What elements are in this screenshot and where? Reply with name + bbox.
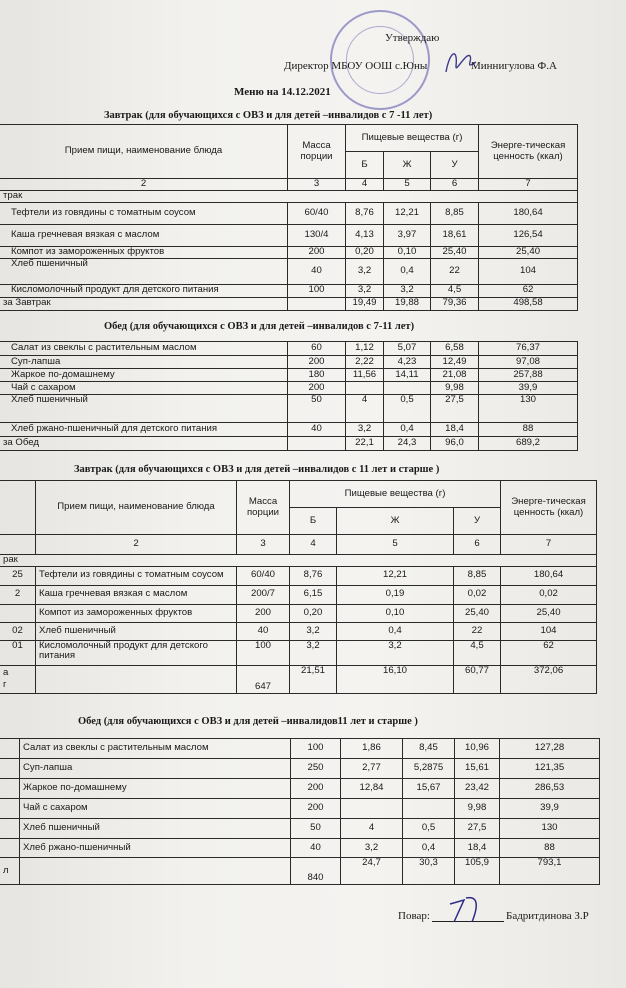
col-number: 6: [431, 179, 479, 191]
dish-name: Хлеб пшеничный: [0, 258, 288, 284]
table-breakfast-7-11: [0, 124, 578, 311]
total-label: л: [0, 858, 20, 885]
recipe-code: 2: [0, 585, 36, 604]
dish-mass: 200: [291, 799, 341, 819]
director-name: Миннигулова Ф.А: [471, 60, 557, 72]
table-row: [0, 356, 578, 369]
dish-mass: 100: [237, 640, 290, 665]
section-title-lunch-7-11: Обед (для обучающихся с ОВЗ и для детей –инвалидов с 7-11 лет): [104, 321, 415, 332]
col-number: 2: [0, 179, 288, 191]
total-energy: 689,2: [479, 437, 578, 451]
dish-energy: 130: [479, 395, 578, 423]
total-carbs: 60,77: [454, 665, 501, 693]
dish-energy: 97,08: [479, 356, 578, 369]
col-meal: Прием пищи, наименование блюда: [0, 125, 288, 179]
dish-name: Компот из замороженных фруктов: [36, 604, 237, 622]
col-number: 4: [290, 535, 337, 555]
table-breakfast-11-plus: [0, 480, 597, 694]
dish-energy: 88: [479, 423, 578, 437]
dish-fat: 5,07: [384, 342, 431, 356]
dish-mass: 60: [288, 342, 346, 356]
total-label-a: а: [3, 667, 9, 679]
dish-fat: 15,67: [403, 779, 455, 799]
col-number: 6: [454, 535, 501, 555]
dish-energy: 76,37: [479, 342, 578, 356]
dish-fat: 0,4: [337, 622, 454, 640]
table-row: [0, 246, 578, 258]
col-number: 3: [237, 535, 290, 555]
dish-energy: 88: [500, 839, 600, 858]
dish-mass: 60/40: [237, 566, 290, 585]
table-row: [0, 779, 600, 799]
dish-name: Суп-лапша: [20, 759, 291, 779]
dish-name: Хлеб пшеничный: [20, 819, 291, 839]
col-number: 3: [288, 179, 346, 191]
col-number: 7: [501, 535, 597, 555]
dish-fat: 3,2: [384, 284, 431, 297]
dish-name: Компот из замороженных фруктов: [0, 246, 288, 258]
dish-protein: 3,2: [346, 258, 384, 284]
dish-energy: 257,88: [479, 369, 578, 382]
col-code: [0, 481, 36, 535]
col-number: 2: [36, 535, 237, 555]
recipe-code: 25: [0, 566, 36, 585]
dish-name: Хлеб ржано-пшеничный: [20, 839, 291, 858]
group-label: трак: [0, 191, 578, 203]
dish-fat: 0,5: [384, 395, 431, 423]
col-mass: Масса порции: [237, 481, 290, 535]
dish-carbs: 6,58: [431, 342, 479, 356]
dish-carbs: 27,5: [431, 395, 479, 423]
col-number: 5: [337, 535, 454, 555]
dish-fat: 4,23: [384, 356, 431, 369]
dish-carbs: 27,5: [455, 819, 500, 839]
dish-protein: 1,86: [341, 739, 403, 759]
total-fat: 16,10: [337, 665, 454, 693]
dish-name: Жаркое по-домашнему: [20, 779, 291, 799]
dish-fat: 14,11: [384, 369, 431, 382]
dish-protein: [346, 382, 384, 395]
total-label: [0, 665, 36, 693]
dish-name: Чай с сахаром: [0, 382, 288, 395]
dish-carbs: 4,5: [431, 284, 479, 297]
table-row: [0, 382, 578, 395]
dish-energy: 62: [479, 284, 578, 297]
dish-protein: 8,76: [290, 566, 337, 585]
dish-protein: 3,2: [346, 284, 384, 297]
total-fat: 24,3: [384, 437, 431, 451]
dish-mass: 100: [291, 739, 341, 759]
dish-mass: 100: [288, 284, 346, 297]
dish-mass: 180: [288, 369, 346, 382]
table-row: [0, 585, 597, 604]
dish-name: Каша гречневая вязкая с маслом: [36, 585, 237, 604]
dish-protein: 0,20: [346, 246, 384, 258]
dish-name: Жаркое по-домашнему: [0, 369, 288, 382]
dish-mass: 200: [237, 604, 290, 622]
dish-protein: [341, 799, 403, 819]
col-u: У: [431, 152, 479, 179]
dish-fat: [403, 799, 455, 819]
dish-protein: 6,15: [290, 585, 337, 604]
table-lunch-7-11: [0, 341, 578, 451]
table-row: [0, 839, 600, 858]
dish-energy: 104: [501, 622, 597, 640]
group-label: рак: [0, 555, 597, 567]
dish-mass: 40: [237, 622, 290, 640]
dish-name: Каша гречневая вязкая с маслом: [0, 224, 288, 246]
dish-carbs: 4,5: [454, 640, 501, 665]
dish-fat: 0,10: [337, 604, 454, 622]
dish-protein: 2,77: [341, 759, 403, 779]
dish-carbs: 18,4: [455, 839, 500, 858]
total-carbs: 105,9: [455, 858, 500, 885]
dish-protein: 11,56: [346, 369, 384, 382]
total-protein: 21,51: [290, 665, 337, 693]
dish-mass: 200: [291, 779, 341, 799]
dish-protein: 4,13: [346, 224, 384, 246]
total-carbs: 96,0: [431, 437, 479, 451]
total-energy: 498,58: [479, 297, 578, 310]
total-row: [0, 437, 578, 451]
col-number: 7: [479, 179, 578, 191]
dish-name: Кисломолочный продукт для детского питания: [36, 640, 237, 665]
dish-fat: 3,2: [337, 640, 454, 665]
dish-fat: 12,21: [337, 566, 454, 585]
dish-carbs: 21,08: [431, 369, 479, 382]
dish-mass: 130/4: [288, 224, 346, 246]
col-b: Б: [346, 152, 384, 179]
dish-protein: 3,2: [346, 423, 384, 437]
dish-fat: 0,5: [403, 819, 455, 839]
dish-protein: 0,20: [290, 604, 337, 622]
dish-mass: 50: [291, 819, 341, 839]
total-fat: 30,3: [403, 858, 455, 885]
table-row: [0, 566, 597, 585]
total-mass: 840: [291, 858, 341, 885]
dish-energy: 104: [479, 258, 578, 284]
dish-protein: 3,2: [290, 622, 337, 640]
dish-energy: 121,35: [500, 759, 600, 779]
col-zh: Ж: [384, 152, 431, 179]
total-mass: 647: [237, 665, 290, 693]
total-label: за Завтрак: [0, 297, 288, 310]
dish-energy: 25,40: [501, 604, 597, 622]
table-row: [0, 622, 597, 640]
cook-name: Бадритдинова З.Р: [506, 910, 589, 922]
recipe-code: 02: [0, 622, 36, 640]
recipe-code: [0, 604, 36, 622]
total-row: [0, 665, 597, 693]
table-row: [0, 819, 600, 839]
col-meal: Прием пищи, наименование блюда: [36, 481, 237, 535]
table-row: [0, 284, 578, 297]
dish-fat: 12,21: [384, 202, 431, 224]
dish-carbs: 25,40: [431, 246, 479, 258]
dish-energy: 180,64: [501, 566, 597, 585]
dish-mass: 40: [288, 258, 346, 284]
dish-carbs: 10,96: [455, 739, 500, 759]
dish-energy: 130: [500, 819, 600, 839]
col-mass: Масса порции: [288, 125, 346, 179]
dish-energy: 39,9: [479, 382, 578, 395]
dish-carbs: 25,40: [454, 604, 501, 622]
table-row: [0, 604, 597, 622]
dish-energy: 62: [501, 640, 597, 665]
col-zh: Ж: [337, 508, 454, 535]
total-label: за Обед: [0, 437, 288, 451]
dish-carbs: 18,4: [431, 423, 479, 437]
dish-energy: 127,28: [500, 739, 600, 759]
total-protein: 22,1: [346, 437, 384, 451]
table-row: [0, 369, 578, 382]
table-row: [0, 799, 600, 819]
dish-mass: 60/40: [288, 202, 346, 224]
dish-energy: 39,9: [500, 799, 600, 819]
dish-name: Хлеб пшеничный: [36, 622, 237, 640]
dish-carbs: 0,02: [454, 585, 501, 604]
dish-mass: 200: [288, 246, 346, 258]
dish-fat: 5,2875: [403, 759, 455, 779]
total-energy: 793,1: [500, 858, 600, 885]
dish-carbs: 15,61: [455, 759, 500, 779]
dish-fat: 8,45: [403, 739, 455, 759]
dish-carbs: 12,49: [431, 356, 479, 369]
col-u: У: [454, 508, 501, 535]
table-lunch-11-plus: [0, 738, 600, 885]
dish-name: Тефтели из говядины с томатным соусом: [36, 566, 237, 585]
dish-carbs: 18,61: [431, 224, 479, 246]
dish-name: Салат из свеклы с растительным маслом: [0, 342, 288, 356]
dish-energy: 126,54: [479, 224, 578, 246]
dish-protein: 4: [346, 395, 384, 423]
dish-protein: 4: [341, 819, 403, 839]
dish-protein: 1,12: [346, 342, 384, 356]
dish-energy: 0,02: [501, 585, 597, 604]
table-row: [0, 224, 578, 246]
total-energy: 372,06: [501, 665, 597, 693]
dish-carbs: 23,42: [455, 779, 500, 799]
dish-name: Хлеб пшеничный: [0, 395, 288, 423]
dish-protein: 2,22: [346, 356, 384, 369]
dish-name: Салат из свеклы с растительным маслом: [20, 739, 291, 759]
dish-mass: 200: [288, 356, 346, 369]
col-energy: Энерге-тическая ценность (ккал): [479, 125, 578, 179]
dish-mass: 40: [291, 839, 341, 858]
dish-name: Чай с сахаром: [20, 799, 291, 819]
total-protein: 19,49: [346, 297, 384, 310]
col-number: 5: [384, 179, 431, 191]
dish-protein: 3,2: [290, 640, 337, 665]
col-energy: Энерге-тическая ценность (ккал): [501, 481, 597, 535]
dish-protein: 12,84: [341, 779, 403, 799]
total-row: [0, 297, 578, 310]
col-number: 4: [346, 179, 384, 191]
dish-mass: 40: [288, 423, 346, 437]
cook-label: Повар:: [398, 910, 430, 922]
section-title-breakfast-7-11: Завтрак (для обучающихся с ОВЗ и для детей –инвалидов с 7 -11 лет): [104, 110, 433, 121]
dish-name: Кисломолочный продукт для детского питания: [0, 284, 288, 297]
total-row: [0, 858, 600, 885]
cook-signature-icon: [446, 894, 492, 926]
dish-energy: 286,53: [500, 779, 600, 799]
dish-fat: 0,4: [384, 423, 431, 437]
dish-protein: 8,76: [346, 202, 384, 224]
dish-name: Суп-лапша: [0, 356, 288, 369]
dish-carbs: 8,85: [454, 566, 501, 585]
table-row: [0, 258, 578, 284]
dish-mass: 50: [288, 395, 346, 423]
total-fat: 19,88: [384, 297, 431, 310]
section-title-lunch-11-plus: Обед (для обучающихся с ОВЗ и для детей –инвалидов11 лет и старше ): [78, 716, 418, 727]
dish-fat: [384, 382, 431, 395]
dish-carbs: 8,85: [431, 202, 479, 224]
dish-mass: 200: [288, 382, 346, 395]
total-protein: 24,7: [341, 858, 403, 885]
dish-name: Тефтели из говядины с томатным соусом: [0, 202, 288, 224]
approved-label: Утверждаю: [385, 32, 440, 44]
dish-carbs: 9,98: [455, 799, 500, 819]
table-row: [0, 739, 600, 759]
col-nutrients: Пищевые вещества (г): [346, 125, 479, 152]
total-label-b: г: [3, 679, 7, 691]
dish-fat: 0,4: [384, 258, 431, 284]
table-row: [0, 640, 597, 665]
section-title-breakfast-11-plus: Завтрак (для обучающихся с ОВЗ и для детей –инвалидов с 11 лет и старше ): [74, 464, 440, 475]
dish-carbs: 22: [431, 258, 479, 284]
table-row: [0, 759, 600, 779]
table-row: [0, 342, 578, 356]
dish-fat: 3,97: [384, 224, 431, 246]
table-row: [0, 395, 578, 423]
director-title: Директор МБОУ ООШ с.Юны: [284, 60, 428, 72]
dish-carbs: 22: [454, 622, 501, 640]
dish-energy: 25,40: [479, 246, 578, 258]
dish-fat: 0,19: [337, 585, 454, 604]
col-nutrients: Пищевые вещества (г): [290, 481, 501, 508]
dish-fat: 0,4: [403, 839, 455, 858]
table-row: [0, 423, 578, 437]
dish-energy: 180,64: [479, 202, 578, 224]
dish-name: Хлеб ржано-пшеничный для детского питания: [0, 423, 288, 437]
table-row: [0, 202, 578, 224]
dish-mass: 200/7: [237, 585, 290, 604]
dish-carbs: 9,98: [431, 382, 479, 395]
dish-fat: 0,10: [384, 246, 431, 258]
total-carbs: 79,36: [431, 297, 479, 310]
menu-date: Меню на 14.12.2021: [234, 86, 331, 98]
dish-mass: 250: [291, 759, 341, 779]
dish-protein: 3,2: [341, 839, 403, 858]
recipe-code: 01: [0, 640, 36, 665]
col-b: Б: [290, 508, 337, 535]
